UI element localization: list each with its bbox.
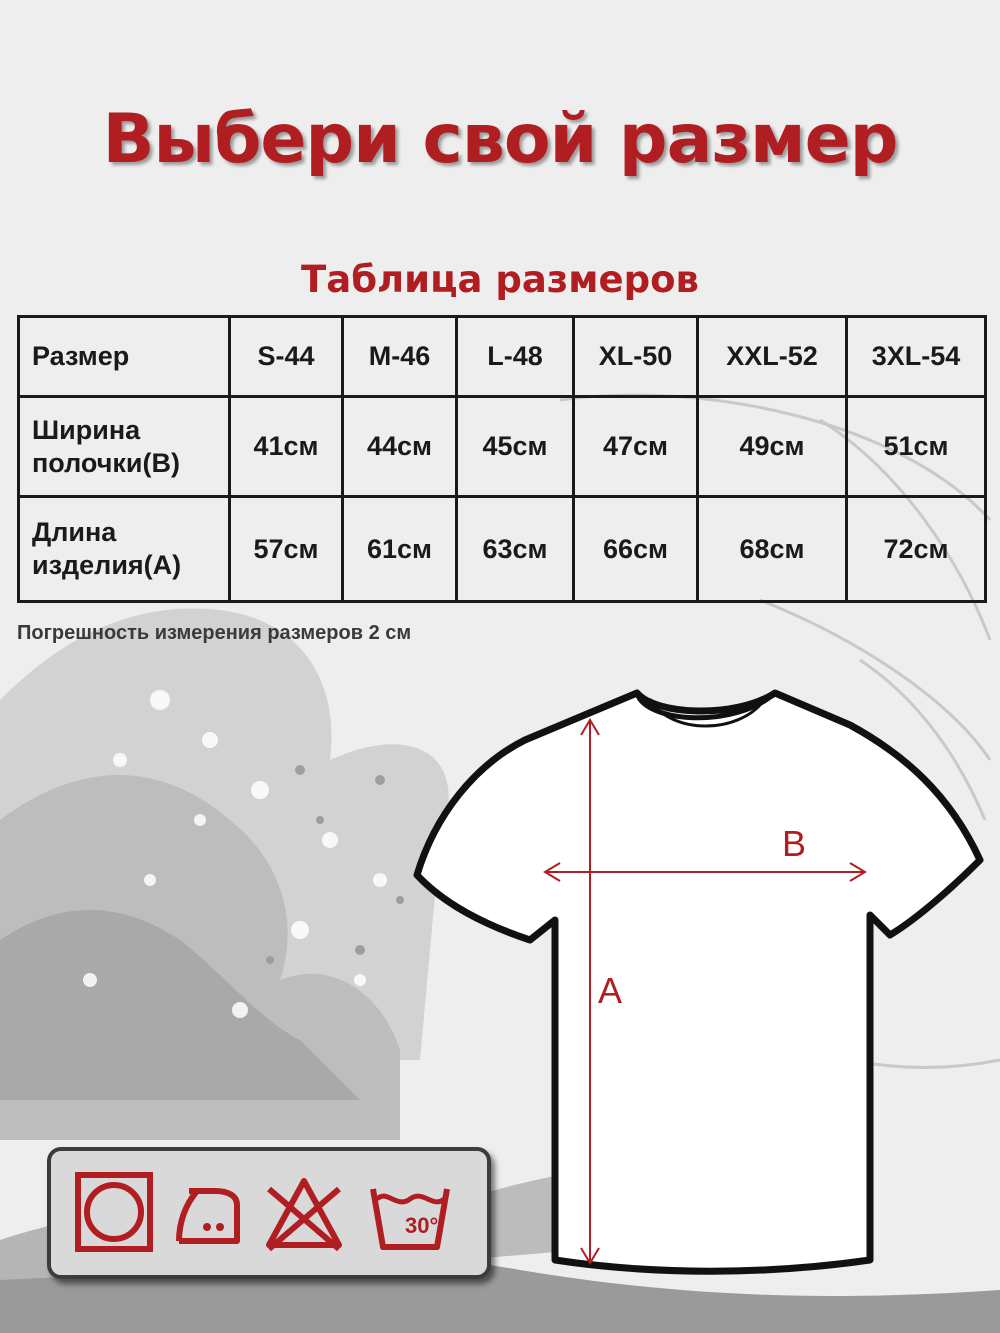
page-title: Выбери свой размер bbox=[102, 100, 898, 179]
table-cell: 63см bbox=[457, 497, 574, 602]
iron-low-icon bbox=[167, 1165, 249, 1259]
size-header: 3XL-54 bbox=[847, 317, 986, 397]
size-header: M-46 bbox=[343, 317, 457, 397]
table-cell: 66см bbox=[574, 497, 698, 602]
table-cell: 61см bbox=[343, 497, 457, 602]
table-cell: 68см bbox=[698, 497, 847, 602]
tumble-dry-icon bbox=[73, 1165, 155, 1259]
table-cell: 49см bbox=[698, 397, 847, 497]
table-row bbox=[19, 497, 986, 602]
table-cell: 44см bbox=[343, 397, 457, 497]
table-cell: 45см bbox=[457, 397, 574, 497]
table-cell: 57см bbox=[230, 497, 343, 602]
wash-temperature: 30° bbox=[405, 1213, 439, 1238]
table-header-row bbox=[19, 317, 986, 397]
table-cell: 41см bbox=[230, 397, 343, 497]
size-header: XXL-52 bbox=[698, 317, 847, 397]
wash-30-icon bbox=[369, 1165, 451, 1259]
measurement-note: Погрешность измерения размеров 2 см bbox=[17, 622, 412, 644]
tshirt-diagram bbox=[405, 685, 995, 1285]
row-label bbox=[19, 397, 230, 497]
table-cell: 47см bbox=[574, 397, 698, 497]
row-label-line: Ширина bbox=[32, 414, 141, 445]
table-cell: 51см bbox=[847, 397, 986, 497]
size-table-title: Таблица размеров bbox=[301, 258, 699, 301]
label-a: A bbox=[598, 970, 623, 1011]
row-label-line: Длина bbox=[32, 517, 117, 547]
label-b: B bbox=[782, 823, 807, 864]
size-header: L-48 bbox=[457, 317, 574, 397]
row-label bbox=[19, 497, 230, 602]
tshirt-outline bbox=[417, 693, 980, 1271]
size-header: S-44 bbox=[230, 317, 343, 397]
size-header: XL-50 bbox=[574, 317, 698, 397]
header-label: Размер bbox=[19, 317, 230, 397]
size-table bbox=[17, 315, 987, 603]
table-cell: 72см bbox=[847, 497, 986, 602]
table-row bbox=[19, 397, 986, 497]
care-instructions bbox=[47, 1147, 491, 1279]
row-label-line: полочки(B) bbox=[32, 447, 181, 478]
no-bleach-icon bbox=[263, 1165, 345, 1259]
row-label-line: изделия(A) bbox=[32, 550, 182, 580]
